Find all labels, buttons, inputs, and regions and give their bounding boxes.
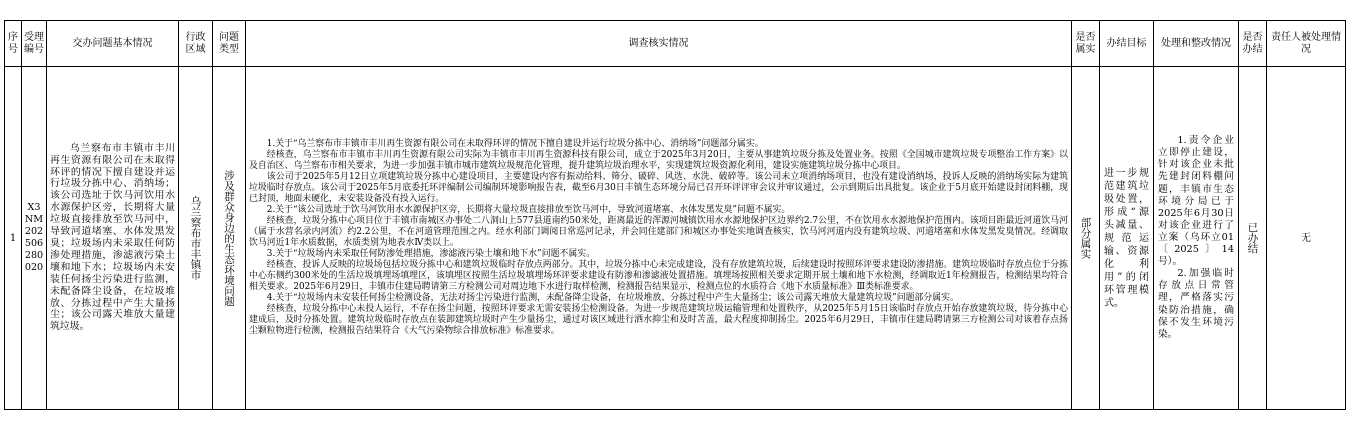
verify-paragraph: 经核查，垃圾分拣中心未投人运行，不存在扬尘问题，按照环评要求无需安装扬尘检测设备。为进一步规范建筑垃圾运输管理和处置秩序，从2025年5月15日该临时存放点开始存放建筑垃圾，待分拣中心建成后，及时分拣处置。建筑垃圾临时存放点在装卸建筑垃圾时产生少量扬尘，通过对该区域进行洒水抑尘和及时苫盖，最大程度抑制扬尘。2025年6月29日，丰镇市住建局聘请第三方检测公司对该着存点扬尘颗粒物进行检测，检测报告结果符合《大气污染物综合排放标准》标准要求。 [249, 304, 1068, 336]
cell-rectification [1154, 67, 1239, 410]
is-done-text: 已办结 [1246, 222, 1259, 254]
header-rectification: 处理和整改情况 [1154, 21, 1239, 67]
cell-responsible: 无 [1267, 67, 1346, 410]
region-text: 乌兰察布市丰镇市 [189, 196, 202, 280]
complaint-table [4, 20, 1346, 410]
verify-paragraph: 4.关于“垃圾场内未安装任何扬尘检测设备，无法对扬尘污染进行监测，未配备降尘设备，在垃圾堆放、分拣过程中产生大量扬尘；该公司露天堆放大量建筑垃圾”问题部分属实。 [266, 293, 959, 303]
header-row [5, 21, 1346, 67]
is-true-text: 部分属实 [1079, 217, 1092, 259]
header-region: 行政区域 [179, 21, 213, 67]
verify-paragraph: 经核查，投诉人反映的垃圾场包括垃圾分拣中心和建筑垃圾临时存放点两部分。其中，垃圾分拣中心未完成建设，没有存放建筑垃圾，后续建设时按照环评要求建设防渗措施。建筑垃圾临时存放点位于分拣中心东侧约300米处的生活垃圾填埋场填埋区，该填埋区按照生活垃圾填埋场环评要求建设有防渗和渗滤液处置措施。填埋场按照相关要求定期开展土壤和地下水检测，经调取近1年检测报告，检测结果均符合相关要求。2025年6月29日，丰镇市住建局聘请第三方检测公司对周边地下水进行取样检测，检测报告结果显示，检测点位的水质符合《地下水质量标准》Ⅲ类标准要求。 [249, 260, 1068, 292]
rectify-paragraph: 1.责令企业立即停止建设，针对该企业未批先建封闭料棚问题，丰镇市生态环境分局已于2025年6月30日对该企业进行了立案（乌环立01〔2025〕14号）。 [1158, 135, 1234, 268]
issue-text: 乌兰察布市丰镇市丰川再生资源有限公司在未取得环评的情况下擅自建设并运行垃圾分拣中心、消纳场；该公司选址于饮马河饮用水水源保护区旁，长期将大量垃圾直接排放至饮马河中，导致河道堵塞、水体发黑发臭；垃圾场内未采取任何防渗处理措施，渗滤液污染土壤和地下水；垃圾场内未安装任何扬尘污染进行监测，未配备降尘设备，在垃圾堆放、分拣过程中产生大量扬尘；该公司露天堆放大量建筑垃圾。 [50, 142, 175, 333]
header-seq: 序号 [5, 21, 22, 67]
verify-paragraph: 经核查，乌兰察布市丰镇市丰川再生资源有限公司实际为丰镇市丰川再生资源科技有限公司，成立于2025年3月20日，主要从事建筑垃圾分拣及处置业务。按照《全国城市建筑垃圾专项整治工作方案》以及自治区、乌兰察布市相关要求，为进一步加强丰镇市城市建筑垃圾规范化管理，提升建筑垃圾治理水平，实现建筑垃圾资源化利用，建设实施建筑垃圾分拣中心项目。 [249, 150, 1068, 171]
verify-paragraph: 2.关于“该公司选址于饮马河饮用水水源保护区旁，长期将大量垃圾直接排放至饮马河中，导致河道堵塞、水体发黑发臭”问题不属实。 [266, 205, 791, 215]
cell-acceptance-no: X3NM202506280020 [22, 67, 47, 410]
header-goal: 办结目标 [1100, 21, 1154, 67]
header-verification: 调查核实情况 [246, 21, 1072, 67]
cell-goal: 进一步规范建筑垃圾处置，形成“源头减量、规范运输、资源化利用”的闭环管理模式。 [1100, 67, 1154, 410]
verify-paragraph: 1.关于“乌兰察布市丰镇市丰川再生资源有限公司在未取得环评的情况下擅自建设并运行垃圾分拣中心、消纳场”问题部分属实。 [266, 139, 764, 149]
header-issue: 交办问题基本情况 [47, 21, 179, 67]
issue-type-text: 涉及群众身边的生态环境问题 [223, 169, 235, 307]
verify-paragraph: 3.关于“垃圾场内未采取任何防渗处理措施，渗滤液污染土壤和地下水”问题不属实。 [266, 249, 595, 259]
cell-verification [246, 67, 1072, 410]
header-issue-type: 问题类型 [213, 21, 246, 67]
cell-seq: 1 [5, 67, 22, 410]
cell-is-done [1239, 67, 1267, 410]
cell-issue-type [213, 67, 246, 410]
header-is-done: 是否办结 [1239, 21, 1267, 67]
header-acceptance-no: 受理编号 [22, 21, 47, 67]
table-row [5, 67, 1346, 410]
cell-issue [47, 67, 179, 410]
header-is-true: 是否属实 [1072, 21, 1100, 67]
cell-region [179, 67, 213, 410]
header-responsible: 责任人被处理情况 [1267, 21, 1346, 67]
verify-paragraph: 该公司于2025年5月12日立项建筑垃圾分拣中心建设项目，主要建设内容有振动给料、筛分、破碎、风选、水洗、破碎等。该公司未立项消纳场项目，也没有建设消纳场，投诉人反映的消纳场实际为建筑垃圾临时存放点。该公司于2025年5月底委托环评编制公司编制环境影响报告表，截至6月30日丰镇生态环境分局已召开环评评审会议并审议通过，公示到期后出具批复。该企业于5月底开始建设封闭料棚，现已封顶，地面未硬化，未安装设备没有投入运行。 [249, 172, 1068, 204]
cell-is-true [1072, 67, 1100, 410]
rectify-paragraph: 2.加强临时存放点日常管理，严格落实污染防治措施，确保不发生环境污染。 [1158, 268, 1234, 340]
verify-paragraph: 经核查，垃圾分拣中心项目位于丰镇市南城区办事处二八洞山上577县道南约50米处，距离最近的浑源河城镇饮用水水源地保护区边界约2.7公里，不在饮用水水源地保护范围内。该项目距最近河道饮马河（属于水营名录内河流）约2.2公里，不在河道管理范围之内。经水利部门调阅日常巡河记录，并会同住建部门和城区办事处实地调查核实，饮马河河道内没有建筑垃圾、河道堵塞和水体发黑发臭情况。经调取饮马河近1年水质数据，水质类别为地表水Ⅳ类以上。 [249, 216, 1068, 248]
